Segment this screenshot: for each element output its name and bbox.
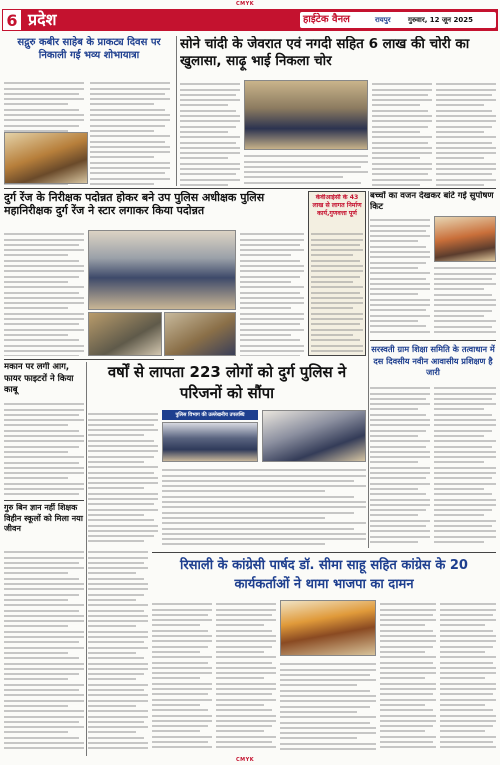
children-photo [434, 216, 496, 262]
congress-body-col5 [440, 600, 496, 756]
column-rule [176, 36, 177, 186]
fire-headline: मकान पर लगी आग, फायर फाइटरों ने किया काबू [4, 362, 74, 395]
kvic-body [311, 230, 363, 352]
guru-body-col2 [88, 548, 148, 756]
saraswati-body-col1 [370, 384, 430, 548]
divider [152, 552, 496, 553]
guru-headline: गुरु बिन ज्ञान नहीं शिक्षक विहीन स्कूलों को मिला नया जीवन [4, 503, 83, 533]
children-body-col2 [434, 264, 496, 336]
dateline: गुरुवार, 12 जून 2025 [408, 16, 473, 24]
column-rule [368, 191, 369, 548]
congress-body-col3 [280, 660, 376, 756]
children-headline: बच्चों का वजन देखकर बांटे गई सुपोषण किट [370, 191, 494, 212]
kabir-headline: सद्गुरु कबीर साहेब के प्राकट्य दिवस पर निकाली गई भव्य शोभायात्रा [17, 37, 161, 61]
missing-headline: वर्षों से लापता 223 लोगों को दुर्ग पुलिस ने परिजनों को सौंपा [107, 363, 347, 402]
divider [4, 500, 84, 501]
gold-theft-headline: सोने चांदी के जेवरात एवं नगदी सहित 6 लाख की चोरी का खुलासा, साढ़ू भाई निकला चोर [180, 36, 470, 69]
saraswati-headline: सरस्वती ग्राम शिक्षा समिति के तत्वाधान में दस दिवसीय नवीन आवासीय प्रशिक्षण है जारी [371, 344, 495, 377]
missing-caption-tag: पुलिस विभाग की उल्लेखनीय उपलब्धि [162, 410, 258, 420]
congress-body-col4 [380, 600, 436, 756]
congress-headline: रिसाली के कांग्रेसी पार्षद डॉ. सीमा साहू सहित कांग्रेस के 20 कार्यकर्ताओं ने थामा भाजपा का दामन [180, 558, 468, 592]
saraswati-body-col2 [434, 384, 496, 548]
brand-marker-bottom: CMYK [236, 757, 255, 763]
durg-ig-photo-2 [88, 312, 162, 356]
kabir-body-col2 [90, 79, 170, 185]
paper-name: हाईटेक वैनल [303, 14, 350, 25]
divider [4, 188, 496, 189]
missing-family-photo [262, 410, 366, 462]
kabir-procession-photo [4, 132, 88, 184]
fire-body [4, 400, 84, 498]
brand-marker-top: CMYK [236, 1, 255, 7]
guru-body-col1 [4, 548, 84, 756]
gold-body-col4 [436, 80, 496, 186]
missing-body-col1 [88, 410, 158, 548]
durg-ig-photo-1 [88, 230, 236, 310]
gold-police-photo [244, 80, 368, 150]
city-name: रायपुर [375, 16, 391, 24]
divider [4, 359, 174, 360]
congress-body-col2 [216, 600, 276, 756]
durg-body-col1 [4, 230, 84, 356]
durg-ig-photo-3 [164, 312, 236, 356]
page-number: 6 [2, 9, 22, 31]
section-title: प्रदेश [28, 10, 57, 29]
congress-body-col1 [152, 600, 212, 756]
durg-body-col2 [240, 230, 304, 356]
divider [370, 340, 496, 341]
kvic-headline: केवीआईसी के 43 लाख से लागत निर्माण कार्य,गुणवत्ता पूर्ण [312, 194, 362, 217]
durg-ig-headline: दुर्ग रेंज के निरीक्षक पदोन्नत होकर बने उप पुलिस अधीक्षक पुलिस महानिरीक्षक दुर्ग रेंज ने स्टार लगाकर किया पदोन्नत [4, 191, 265, 217]
column-rule [86, 362, 87, 756]
gold-body-col1 [180, 80, 240, 186]
children-body-col1 [370, 216, 430, 336]
missing-body-col2 [162, 466, 366, 548]
congress-joining-photo [280, 600, 376, 656]
missing-press-photo [162, 422, 258, 462]
gold-body-col3 [372, 80, 432, 186]
gold-body-col2 [244, 152, 368, 186]
